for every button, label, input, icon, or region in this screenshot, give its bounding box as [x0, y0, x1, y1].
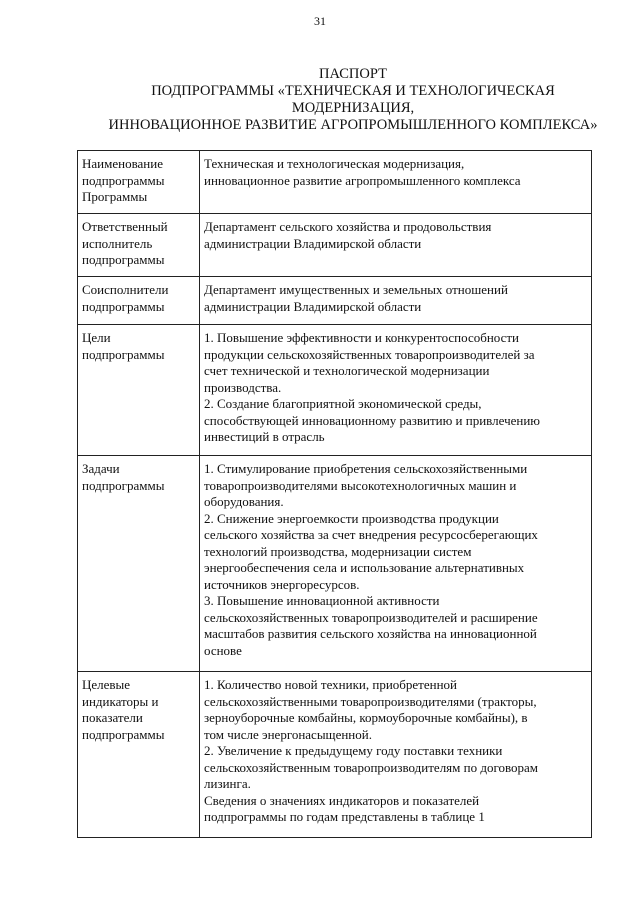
- label-line: исполнитель: [82, 235, 153, 251]
- table-row: [78, 277, 592, 325]
- value-line: 3. Повышение инновационной активности: [204, 593, 440, 608]
- label-line: Ответственный: [82, 219, 168, 234]
- heading-line: ПОДПРОГРАММЫ «ТЕХНИЧЕСКАЯ И ТЕХНОЛОГИЧЕСКАЯ: [151, 83, 555, 99]
- table-row: [78, 456, 592, 672]
- value-line: источников энергоресурсов.: [204, 576, 360, 592]
- value-line: энергообеспечения села и использование альтернативных: [204, 560, 525, 575]
- table-row: [78, 151, 592, 214]
- label-line: Соисполнители: [82, 282, 169, 297]
- value-line: администрации Владимирской области: [204, 235, 422, 251]
- value-line: сельскохозяйственными товаропроизводителями (тракторы,: [204, 693, 537, 709]
- value-line: 1. Стимулирование приобретения сельскохозяйственными: [204, 461, 528, 476]
- value-line: сельского хозяйства за счет внедрения ресурсосберегающих: [204, 527, 538, 542]
- row-label: [78, 325, 200, 456]
- value-line: Департамент сельского хозяйства и продовольствия: [204, 219, 492, 234]
- row-label: [78, 456, 200, 672]
- label-line: подпрограммы: [82, 726, 165, 742]
- value-line: производства.: [204, 379, 282, 395]
- table-row: [78, 325, 592, 456]
- value-line: зерноуборочные комбайны, кормоуборочные комбайны), в: [204, 710, 528, 725]
- value-line: товаропроизводителями высокотехнологичных машин и: [204, 477, 517, 493]
- value-line: технологий производства, модернизации систем: [204, 543, 472, 559]
- label-line: Программы: [82, 189, 148, 204]
- value-line: Департамент имущественных и земельных отношений: [204, 282, 508, 297]
- table-row: [78, 672, 592, 838]
- label-line: подпрограммы: [82, 252, 165, 267]
- value-line: том числе энергонасыщенной.: [204, 726, 372, 742]
- row-value: [200, 214, 592, 277]
- passport-table: [77, 150, 592, 838]
- value-line: оборудования.: [204, 494, 284, 509]
- heading-line: ИННОВАЦИОННОЕ РАЗВИТИЕ АГРОПРОМЫШЛЕННОГО КОМПЛЕКСА»: [108, 117, 598, 133]
- heading-line: МОДЕРНИЗАЦИЯ,: [291, 100, 415, 116]
- value-line: администрации Владимирской области: [204, 298, 422, 314]
- label-line: Наименование: [82, 156, 163, 171]
- value-line: Техническая и технологическая модернизация,: [204, 156, 465, 171]
- row-label: [78, 151, 200, 214]
- value-line: 2. Создание благоприятной экономической среды,: [204, 396, 482, 411]
- row-label: [78, 277, 200, 325]
- value-line: 2. Увеличение к предыдущему году поставки техники: [204, 743, 503, 758]
- label-line: Целевые: [82, 677, 131, 692]
- row-value: [200, 456, 592, 672]
- value-line: основе: [204, 642, 242, 658]
- label-line: индикаторы и: [82, 693, 159, 709]
- row-label: [78, 672, 200, 838]
- value-line: 2. Снижение энергоемкости производства продукции: [204, 510, 499, 526]
- value-line: инновационное развитие агропромышленного комплекса: [204, 172, 521, 188]
- row-value: [200, 151, 592, 214]
- value-line: продукции сельскохозяйственных товаропроизводителей за: [204, 346, 535, 362]
- label-line: подпрограммы: [82, 477, 165, 493]
- heading-line: ПАСПОРТ: [319, 66, 387, 82]
- value-line: 1. Повышение эффективности и конкурентоспособности: [204, 330, 520, 345]
- value-line: счет технической и технологической модернизации: [204, 363, 490, 378]
- row-value: [200, 277, 592, 325]
- label-line: показатели: [82, 710, 143, 725]
- label-line: подпрограммы: [82, 298, 165, 314]
- value-line: Сведения о значениях индикаторов и показателей: [204, 792, 480, 808]
- value-line: масштабов развития сельского хозяйства на инновационной: [204, 626, 537, 641]
- label-line: подпрограммы: [82, 172, 165, 188]
- label-line: Цели: [82, 330, 111, 345]
- value-line: способствующей инновационному развитию и привлечению: [204, 412, 541, 428]
- label-line: Задачи: [82, 461, 120, 476]
- row-value: [200, 672, 592, 838]
- label-line: подпрограммы: [82, 346, 165, 362]
- row-label: [78, 214, 200, 277]
- row-value: [200, 325, 592, 456]
- document-heading: [0, 66, 640, 134]
- table-row: [78, 214, 592, 277]
- page-number: 31: [314, 14, 326, 28]
- value-line: подпрограммы по годам представлены в таблице 1: [204, 809, 485, 824]
- value-line: лизинга.: [204, 776, 251, 791]
- value-line: инвестиций в отрасль: [204, 429, 325, 444]
- value-line: сельскохозяйственных товаропроизводителей и расширение: [204, 609, 538, 625]
- value-line: 1. Количество новой техники, приобретенной: [204, 677, 457, 692]
- value-line: сельскохозяйственным товаропроизводителям по договорам: [204, 759, 539, 775]
